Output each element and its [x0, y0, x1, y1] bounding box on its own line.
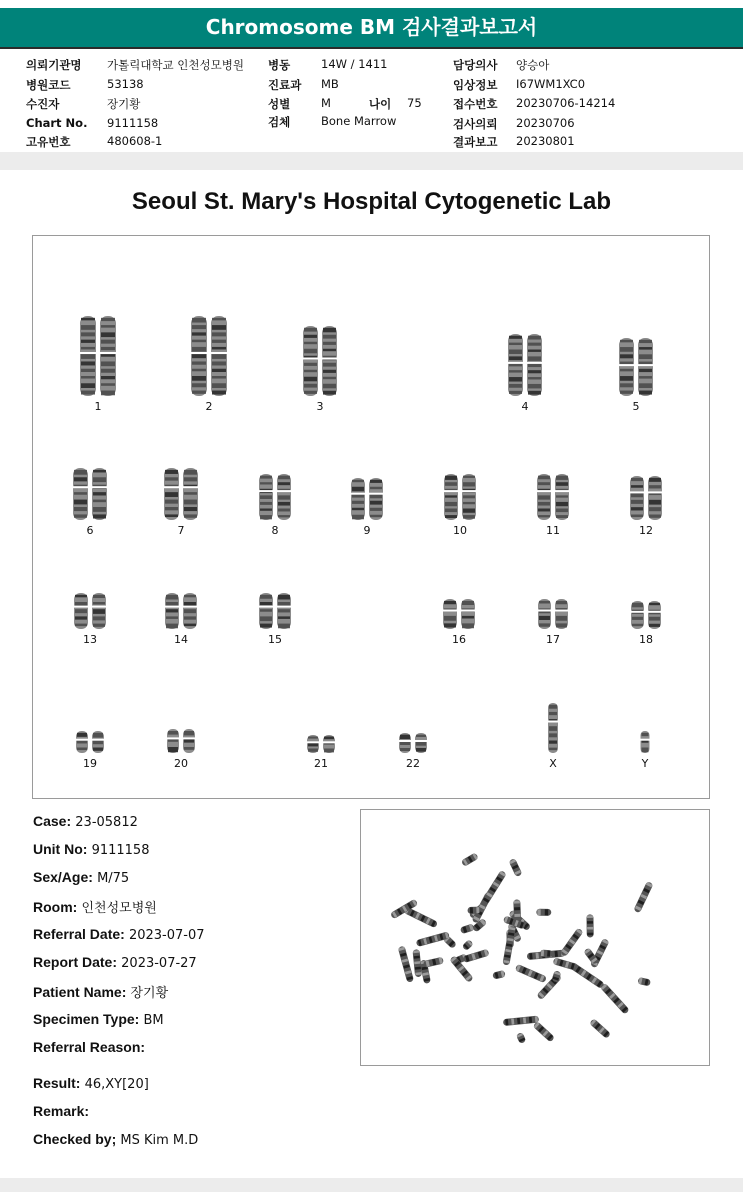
info-label: [453, 57, 497, 73]
info-label: [453, 96, 497, 112]
metaphase-chromosome: [462, 939, 474, 951]
case-label: Report Date:: [33, 954, 118, 970]
chromosome-label: 14: [174, 633, 188, 646]
info-row: [26, 57, 82, 73]
info-value: 양승아: [516, 58, 550, 72]
info-value: 14W / 1411: [321, 57, 388, 71]
chromosome-pair-18: [629, 599, 663, 631]
info-label: [369, 96, 391, 112]
info-label: [268, 57, 290, 73]
chromosome-label: 6: [86, 524, 94, 537]
info-value: Bone Marrow: [321, 114, 397, 128]
chromosome-label: 3: [316, 400, 324, 413]
info-label: [268, 96, 290, 112]
chromosome-pair-11: [535, 472, 571, 522]
chromosome-pair-4: [506, 332, 544, 398]
metaphase-spread: [361, 810, 709, 1065]
chromosome-label: 10: [453, 524, 467, 537]
chromosome-pair-1: [78, 314, 118, 398]
case-value: 2023-07-27: [121, 956, 197, 971]
metaphase-chromosome: [460, 923, 475, 934]
chromosome-label: X: [549, 757, 557, 770]
footer-band: [0, 1178, 743, 1192]
chromosome-label: 22: [406, 757, 420, 770]
metaphase-chromosome: [560, 928, 584, 957]
metaphase-chromosome: [502, 926, 516, 966]
info-label: [268, 114, 290, 130]
chromosome-pair-X: [539, 701, 567, 755]
case-value: MS Kim M.D: [120, 1133, 199, 1148]
metaphase-chromosome: [467, 907, 480, 914]
chromosome-label: 18: [639, 633, 653, 646]
info-value: 장기황: [107, 97, 141, 111]
metaphase-image: [360, 809, 710, 1066]
chromosome-pair-22: [397, 731, 429, 755]
chromosome-pair-Y: [632, 729, 658, 755]
section-band: [0, 152, 743, 170]
info-label: [453, 116, 497, 132]
case-label: Sex/Age:: [33, 869, 93, 885]
info-label-text: 진료과: [268, 78, 302, 92]
info-label: [453, 134, 497, 150]
info-label-text: 담당의사: [453, 58, 498, 72]
info-label-text: 병동: [268, 58, 291, 72]
metaphase-chromosome: [515, 964, 547, 983]
info-label-text: 고유번호: [26, 135, 71, 149]
info-value: 가톨릭대학교 인천성모병원: [107, 58, 244, 72]
info-label: 의뢰기관명: [26, 58, 82, 72]
info-value: 9111158: [107, 116, 159, 130]
info-label-text: 결과보고: [453, 135, 498, 149]
info-value: 480608-1: [107, 134, 163, 148]
metaphase-chromosome: [533, 1021, 556, 1042]
case-value: 46,XY[20]: [84, 1077, 149, 1092]
metaphase-chromosome: [586, 914, 593, 937]
chromosome-pair-15: [257, 591, 293, 631]
chromosome-label: 16: [452, 633, 466, 646]
info-value: MB: [321, 77, 339, 91]
chromosome-pair-5: [617, 336, 655, 398]
case-label: Unit No:: [33, 841, 88, 857]
info-label-text: 검사의뢰: [453, 117, 498, 131]
case-label: Result:: [33, 1075, 81, 1091]
info-label-text: 수진자: [26, 97, 60, 111]
case-label: Referral Reason:: [33, 1039, 146, 1055]
case-value: BM: [143, 1013, 164, 1028]
metaphase-chromosome: [553, 957, 578, 970]
chromosome-label: 11: [546, 524, 560, 537]
chromosome-label: 7: [177, 524, 185, 537]
chromosome-label: 21: [314, 757, 328, 770]
case-label: Room:: [33, 899, 78, 915]
case-value: 장기황: [130, 986, 169, 1001]
case-value: 2023-07-07: [128, 928, 205, 943]
info-label-text: 임상정보: [453, 78, 498, 92]
case-row: [33, 841, 149, 858]
chromosome-label: 9: [363, 524, 371, 537]
metaphase-chromosome: [637, 977, 651, 986]
case-row: [33, 1131, 198, 1148]
info-value: I67WM1XC0: [516, 77, 586, 91]
chromosome-pair-8: [257, 472, 293, 522]
report-title: Chromosome BM 검사결과보고서: [0, 8, 743, 47]
case-row: [33, 926, 205, 943]
info-label-text: 성별: [268, 97, 291, 111]
chromosome-pair-9: [349, 476, 385, 522]
chromosome-pair-3: [301, 324, 339, 398]
case-row: [33, 1011, 164, 1028]
chromosome-label: 1: [94, 400, 102, 413]
chromosome-label: 8: [271, 524, 279, 537]
info-label: [453, 77, 497, 93]
info-label: [268, 77, 301, 93]
header-divider: [0, 47, 743, 49]
lab-title: Seoul St. Mary's Hospital Cytogenetic Lab: [131, 188, 612, 215]
chromosome-pair-12: [628, 474, 664, 522]
chromosome-pair-7: [162, 466, 200, 522]
metaphase-chromosome: [462, 949, 489, 963]
chromosome-label: 12: [639, 524, 653, 537]
case-row: [33, 1075, 149, 1092]
chromosome-pair-2: [189, 314, 229, 398]
chromosome-pair-17: [536, 597, 570, 631]
info-label: [26, 134, 70, 150]
metaphase-chromosome: [423, 957, 444, 968]
case-label: Remark:: [33, 1103, 90, 1119]
info-value: 20230706: [516, 116, 575, 130]
metaphase-chromosome: [416, 931, 450, 947]
chromosome-pair-21: [305, 733, 337, 755]
chromosome-pair-20: [165, 727, 197, 755]
case-label: Specimen Type:: [33, 1011, 140, 1027]
metaphase-chromosome: [536, 909, 551, 916]
case-row: [33, 1103, 89, 1120]
metaphase-chromosome: [492, 970, 506, 980]
info-value: M: [321, 96, 331, 110]
chromosome-pair-6: [71, 466, 109, 522]
chromosome-label: 20: [174, 757, 188, 770]
metaphase-chromosome: [508, 858, 522, 877]
case-label: Referral Date:: [33, 926, 125, 942]
chromosome-pair-13: [72, 591, 108, 631]
chromosome-pair-10: [442, 472, 478, 522]
case-value: M/75: [97, 871, 130, 886]
chromosome-label: Y: [641, 757, 649, 770]
metaphase-chromosome: [540, 949, 553, 957]
case-row: [33, 897, 157, 916]
metaphase-chromosome: [481, 870, 507, 905]
chromosome-label: 13: [83, 633, 97, 646]
info-label-text: 병원코드: [26, 78, 71, 92]
case-row: [33, 982, 168, 1001]
chromosome-label: 19: [83, 757, 97, 770]
chromosome-pair-14: [163, 591, 199, 631]
chromosome-pair-16: [441, 597, 477, 631]
chromosome-label: 2: [205, 400, 213, 413]
info-value: 53138: [107, 77, 144, 91]
case-value: 인천성모병원: [81, 901, 157, 916]
metaphase-chromosome: [633, 881, 653, 913]
case-label: Patient Name:: [33, 984, 127, 1000]
case-value: 9111158: [91, 843, 150, 858]
info-label: [26, 77, 70, 93]
karyogram-panel: [32, 235, 710, 799]
chromosome-label: 15: [268, 633, 282, 646]
case-row: [33, 869, 129, 886]
chromosome-label: 4: [521, 400, 529, 413]
metaphase-chromosome: [516, 1032, 527, 1044]
info-value: 20230801: [516, 134, 575, 148]
case-label: Checked by;: [33, 1131, 117, 1147]
metaphase-chromosome: [503, 1016, 539, 1027]
info-value: 75: [407, 96, 422, 110]
metaphase-chromosome: [412, 949, 422, 977]
info-label-text: 검체: [268, 115, 291, 129]
info-label-text: 나이: [369, 97, 392, 111]
chromosome-label: 5: [632, 400, 640, 413]
chromosome-label: 17: [546, 633, 560, 646]
metaphase-chromosome: [398, 946, 414, 983]
case-row: [33, 1039, 145, 1056]
info-label: [26, 116, 87, 130]
case-label: Case:: [33, 813, 72, 829]
case-row: [33, 954, 197, 971]
info-value: 20230706-14214: [516, 96, 616, 110]
metaphase-chromosome: [600, 983, 630, 1015]
metaphase-chromosome: [589, 1018, 611, 1039]
info-label-text: Chart No.: [26, 116, 88, 130]
chromosome-pair-19: [74, 729, 106, 755]
metaphase-chromosome: [461, 852, 479, 867]
info-label-text: 접수번호: [453, 97, 498, 111]
info-label: [26, 96, 59, 112]
case-value: 23-05812: [75, 815, 138, 830]
case-row: [33, 813, 138, 830]
